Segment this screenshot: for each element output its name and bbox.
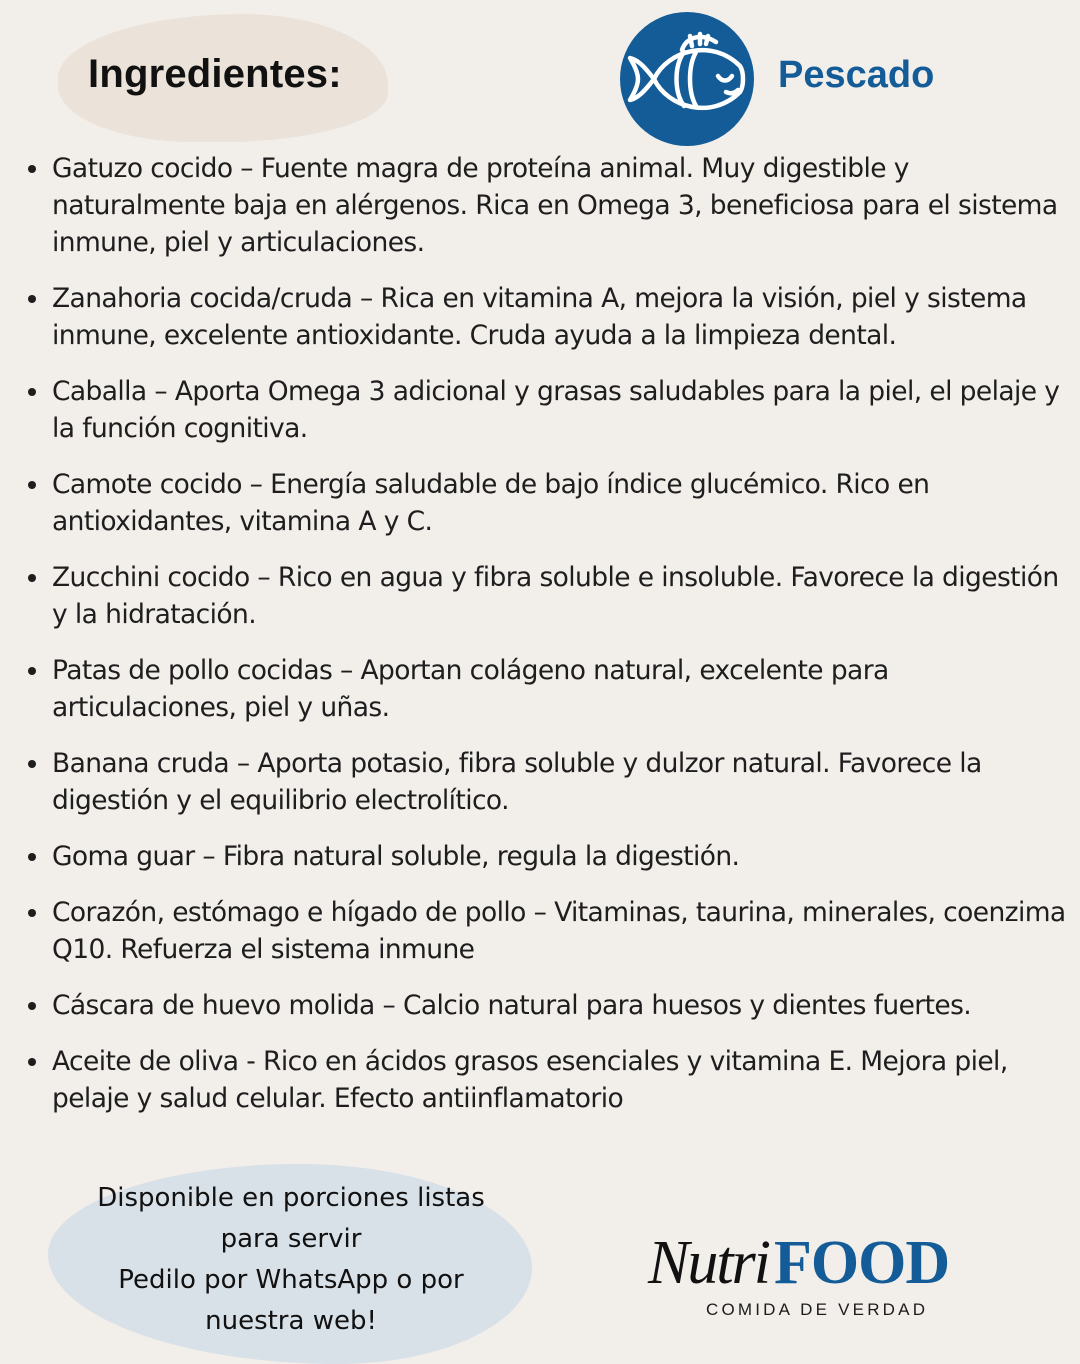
- order-callout: [70, 1178, 512, 1342]
- category-label: Pescado: [778, 54, 935, 96]
- ingredient-item: Goma guar – Fibra natural soluble, regula la digestión.: [52, 838, 1068, 875]
- brand-name-nutri: Nutri: [648, 1229, 769, 1297]
- ingredient-item: Patas de pollo cocidas – Aportan colágeno natural, excelente para articulaciones, piel y uñas.: [52, 652, 1068, 726]
- ingredient-item: Aceite de oliva - Rico en ácidos grasos esenciales y vitamina E. Mejora piel, pelaje y salud celular. Efecto antiinflamatorio: [52, 1043, 1068, 1117]
- ingredient-item: Camote cocido – Energía saludable de bajo índice glucémico. Rico en antioxidantes, vitamina A y C.: [52, 466, 1068, 540]
- ingredient-item: Zucchini cocido – Rico en agua y fibra soluble e insoluble. Favorece la digestión y la hidratación.: [52, 559, 1068, 633]
- brand-tagline: COMIDA DE VERDAD: [706, 1300, 929, 1319]
- ingredient-item: Cáscara de huevo molida – Calcio natural para huesos y dientes fuertes.: [52, 987, 1068, 1024]
- ingredient-item: Banana cruda – Aporta potasio, fibra soluble y dulzor natural. Favorece la digestión y el equilibrio electrolítico.: [52, 745, 1068, 819]
- page-title: Ingredientes:: [88, 52, 342, 96]
- ingredient-item: Zanahoria cocida/cruda – Rica en vitamina A, mejora la visión, piel y sistema inmune, excelente antioxidante. Cruda ayuda a la limpieza dental.: [52, 280, 1068, 354]
- ingredient-item: Gatuzo cocido – Fuente magra de proteína animal. Muy digestible y naturalmente baja en alérgenos. Rica en Omega 3, beneficiosa para el sistema inmune, piel y articulaciones.: [52, 150, 1068, 261]
- availability-text: Disponible en porciones listas para servir: [97, 1183, 485, 1254]
- brand-name-food: FOOD: [774, 1229, 950, 1297]
- order-instructions-text: Pedilo por WhatsApp o por nuestra web!: [118, 1265, 464, 1336]
- fish-icon: [620, 12, 754, 146]
- ingredient-list: [52, 150, 1068, 1136]
- brand-logo: [648, 1228, 949, 1299]
- ingredient-item: Caballa – Aporta Omega 3 adicional y grasas saludables para la piel, el pelaje y la función cognitiva.: [52, 373, 1068, 447]
- ingredient-item: Corazón, estómago e hígado de pollo – Vitaminas, taurina, minerales, coenzima Q10. Refuerza el sistema inmune: [52, 894, 1068, 968]
